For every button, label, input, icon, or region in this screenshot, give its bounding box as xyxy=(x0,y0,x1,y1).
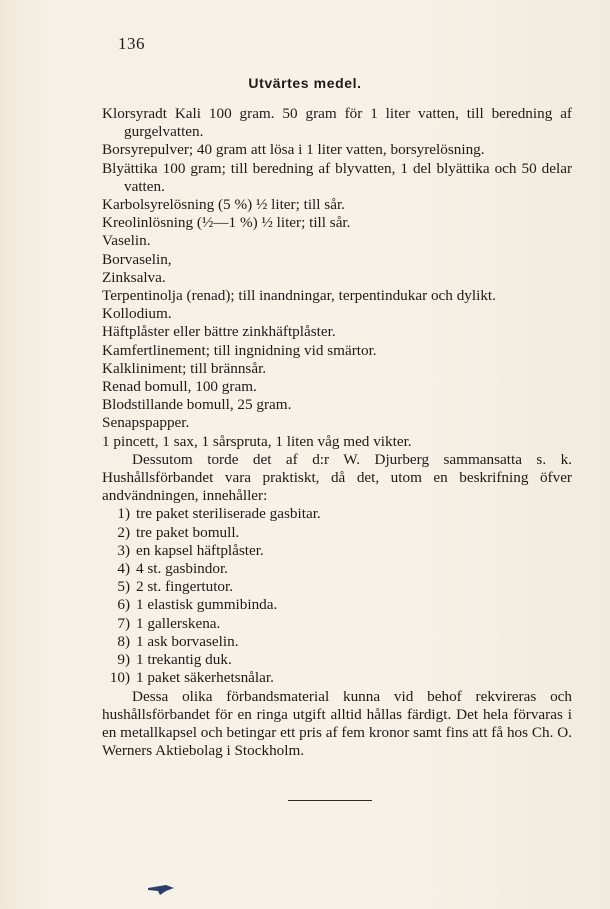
remedy-list xyxy=(102,105,572,451)
kit-item-number: 2) xyxy=(117,523,130,541)
intro-paragraph: Dessutom torde det af d:r W. Djurberg sammansatta s. k. Hushållsförbandet vara praktiskt, då det, utom en beskrifning öfver andvändningen, innehåller: xyxy=(102,450,572,505)
remedy-entry: Blodstillande bomull, 25 gram. xyxy=(102,396,292,414)
remedy-entry: Kalkliniment; till brännsår. xyxy=(102,359,267,377)
kit-item xyxy=(102,596,572,614)
remedy-entry: Borvaselin, xyxy=(102,250,172,268)
remedy-entry: Terpentinolja (renad); till inandningar, terpentindukar och dylikt. xyxy=(102,287,496,305)
kit-item xyxy=(102,505,572,523)
page-body xyxy=(102,105,572,760)
remedy-entry: Blyättika 100 gram; till beredning af blyvatten, 1 del blyättika och 50 delar vatten. xyxy=(102,159,572,195)
kit-item-number: 5) xyxy=(117,578,130,596)
kit-item xyxy=(102,615,572,633)
remedy-entry: Kamfertlinement; till ingnidning vid smärtor. xyxy=(102,341,377,359)
kit-item-text: 4 st. gasbindor. xyxy=(136,560,228,578)
kit-item-number: 4) xyxy=(117,560,130,578)
kit-item xyxy=(102,651,572,669)
remedy-entry: Senapspapper. xyxy=(102,414,190,432)
remedy-entry: Vaselin. xyxy=(102,232,151,250)
remedy-entry: Kreolinlösning (½—1 %) ½ liter; till sår. xyxy=(102,214,351,232)
remedy-entry: Klorsyradt Kali 100 gram. 50 gram för 1 liter vatten, till beredning af gurgelvatten. xyxy=(102,105,572,141)
kit-item xyxy=(102,560,572,578)
kit-item-text: 1 paket säkerhetsnålar. xyxy=(136,669,274,687)
kit-item-text: tre paket steriliserade gasbitar. xyxy=(136,505,321,523)
kit-item-text: tre paket bomull. xyxy=(136,523,240,541)
page-number: 136 xyxy=(118,34,145,53)
kit-item xyxy=(102,633,572,651)
closing-paragraph: Dessa olika förbandsmaterial kunna vid behof rekvireras och hushållsförbandet för en ringa utgift alltid hållas färdigt. Det hela förvaras i en metallkapsel och betingar ett pris af fem kronor samt fins att få hos Ch. O. Werners Aktiebolag i Stockholm. xyxy=(102,687,572,760)
kit-item-number: 9) xyxy=(117,651,130,669)
kit-item-number: 7) xyxy=(117,614,130,632)
section-heading: Utvärtes medel. xyxy=(248,75,362,91)
remedy-entry: 1 pincett, 1 sax, 1 sårspruta, 1 liten våg med vikter. xyxy=(102,432,412,450)
remedy-entry: Kollodium. xyxy=(102,305,172,323)
kit-item-number: 1) xyxy=(117,505,130,523)
remedy-entry: Renad bomull, 100 gram. xyxy=(102,378,257,396)
remedy-entry: Karbolsyrelösning (5 %) ½ liter; till sår. xyxy=(102,196,345,214)
kit-item xyxy=(102,542,572,560)
closing-rule xyxy=(288,800,372,801)
kit-item-text: 1 gallerskena. xyxy=(136,614,221,632)
kit-item-number: 10) xyxy=(109,669,130,687)
kit-item-text: 2 st. fingertutor. xyxy=(136,578,234,596)
kit-item-text: en kapsel häftplåster. xyxy=(136,541,264,559)
kit-item xyxy=(102,524,572,542)
kit-item-text: 1 trekantig duk. xyxy=(136,651,232,669)
kit-item xyxy=(102,578,572,596)
ink-stamp-icon xyxy=(146,882,176,896)
kit-item-number: 8) xyxy=(117,632,130,650)
remedy-entry: Zinksalva. xyxy=(102,268,166,286)
remedy-entry: Häftplåster eller bättre zinkhäftplåster. xyxy=(102,323,336,341)
kit-item-number: 3) xyxy=(117,541,130,559)
kit-contents-list xyxy=(102,505,572,687)
kit-item-text: 1 elastisk gummibinda. xyxy=(136,596,278,614)
remedy-entry: Borsyrepulver; 40 gram att lösa i 1 liter vatten, borsyrelösning. xyxy=(102,141,485,159)
kit-item-text: 1 ask borvaselin. xyxy=(136,632,239,650)
kit-item xyxy=(102,669,572,687)
kit-item-number: 6) xyxy=(117,596,130,614)
